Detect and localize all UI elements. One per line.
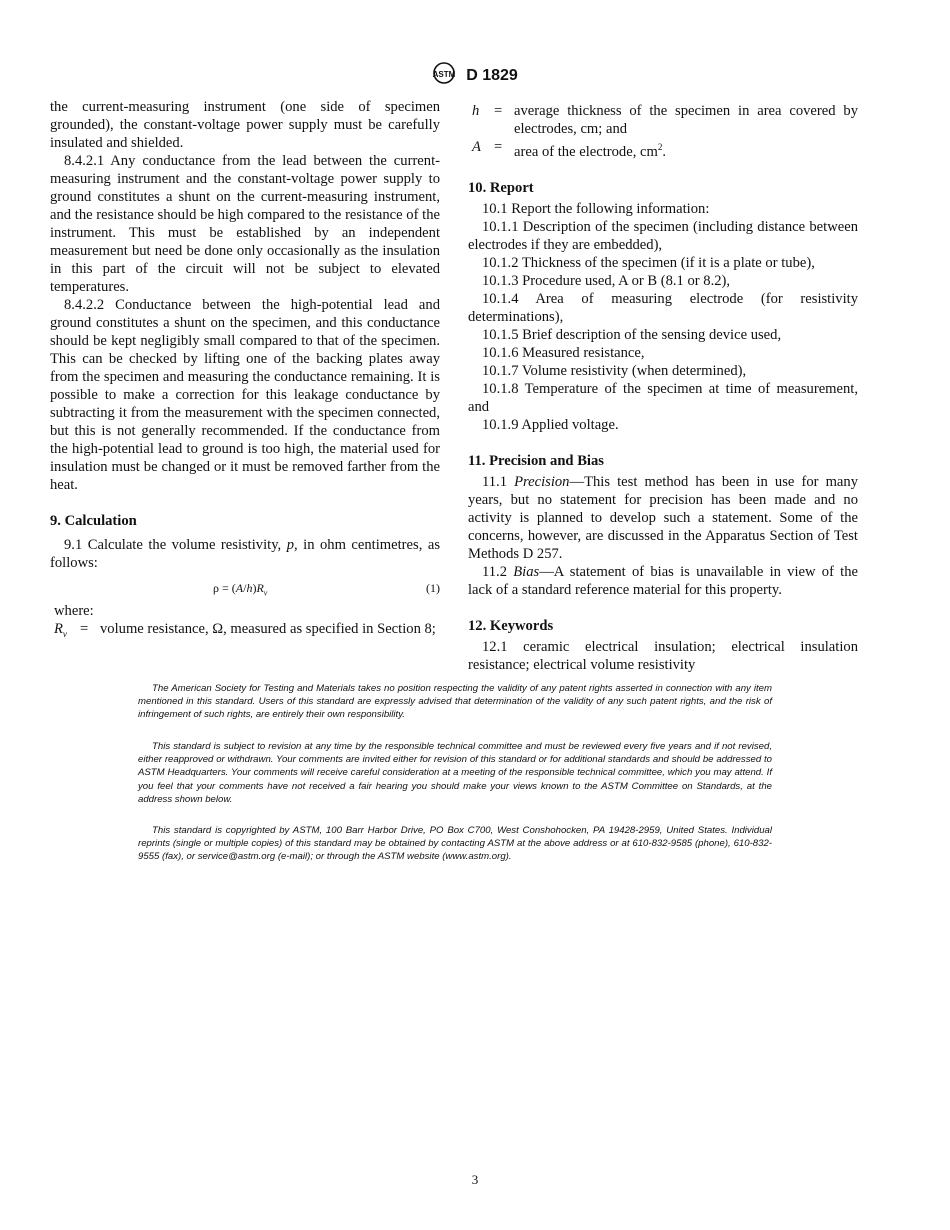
def-h-equals: = <box>494 103 503 119</box>
p111-num: 11.1 <box>482 473 515 490</box>
def-rv-equals: = <box>80 621 89 637</box>
astm-logo <box>432 62 456 89</box>
def-rv-symbol <box>54 620 80 643</box>
eq-sub: v <box>263 588 268 598</box>
paragraph-8-4-2-2: 8.4.2.2 Conductance between the high-potential lead and ground constitutes a shunt on the specimen, and this conductance should be kept negligibly small compared to that of the specimen. This can be checked by lifting one of the backing plates away from the specimen and measuring the conductance remaining. It is possible to make a correction for this leakage conductance by subtracting it from the measurement with the specimen connected, but this is not generally recommended. If the conductance from the high-potential lead to ground is too high, the material used for insulation must be changed or it must be removed farther from the heat. <box>50 297 440 493</box>
section-11-heading: 11. Precision and Bias <box>468 452 604 469</box>
equation-formula <box>213 579 267 602</box>
footer-note-copyright: This standard is copyrighted by ASTM, 100 Barr Harbor Drive, PO Box C700, West Conshohocken, PA 19428-2959, United States. Individual reprints (single or multiple copies) of this standard may be obtained by contacting ASTM at the above address or at 610-832-9585 (phone), 610-832-9555 (fax), or service@astm.org (e-mail); or through the ASTM website (www.astm.org). <box>138 825 772 863</box>
eq-h: h <box>246 581 253 595</box>
report-item: 10.1.1 Description of the specimen (including distance between electrodes if they are embedded), <box>468 218 858 253</box>
paragraph-9-1 <box>50 536 440 572</box>
p111-term: Precision <box>514 473 570 490</box>
def-a-text-a: area of the electrode, cm <box>514 143 658 160</box>
report-item: 10.1.3 Procedure used, A or B (8.1 or 8.2), <box>482 272 731 289</box>
def-a-sup: 2 <box>657 142 663 152</box>
paragraph-8-4-2-1: 8.4.2.1 Any conductance from the lead between the current-measuring instrument and the constant-voltage power supply to ground constitutes a shunt on the current-measuring instrument, and the resistance should be high compared to the resistance of the instrument. This must be established by an independent measurement but need be done only occasionally as the insulation in this part of the circuit will not be subject to elevated temperatures. <box>50 153 440 295</box>
eq-a: A <box>235 581 244 595</box>
equation-number: (1) <box>426 581 440 595</box>
paragraph-11-2 <box>468 563 858 599</box>
logo-text: ASTM <box>432 70 456 79</box>
equation-1 <box>50 576 440 596</box>
report-item: 10.1.6 Measured resistance, <box>482 344 645 361</box>
definition-rv <box>54 620 440 643</box>
eq-close: ) <box>252 581 257 595</box>
paragraph-12-1: 12.1 ceramic electrical insulation; electrical insulation resistance; electrical volume resistivity <box>468 638 858 673</box>
def-a-symbol: A <box>472 139 481 155</box>
def-h-symbol: h <box>472 103 480 119</box>
eq-lhs: ρ = ( <box>213 581 236 595</box>
report-item: 10.1.5 Brief description of the sensing device used, <box>482 326 782 343</box>
def-a-equals: = <box>494 139 503 155</box>
right-column <box>468 102 858 674</box>
standard-designation: D 1829 <box>466 66 518 84</box>
def-rv-text: volume resistance, Ω, measured as specified in Section 8; <box>100 621 436 637</box>
footer-note-patent: The American Society for Testing and Materials takes no position respecting the validity of any patent rights asserted in connection with any item mentioned in this standard. Users of this standard are expressly advised that determination of the validity of any such patent rights, and the risk of infringement of such rights, are entirely their own responsibility. <box>138 683 772 721</box>
p112-num: 11.2 <box>482 563 514 580</box>
section-9-heading: 9. Calculation <box>50 513 137 529</box>
section-10-heading: 10. Report <box>468 179 534 196</box>
page-header <box>0 62 950 89</box>
report-item: 10.1.4 Area of measuring electrode (for resistivity determinations), <box>468 290 858 325</box>
definition-a <box>468 138 858 161</box>
p112-text: —A statement of bias is unavailable in view of the lack of a standard reference material for this property. <box>468 563 858 598</box>
where-label: where: <box>54 603 94 619</box>
footer-note-revision: This standard is subject to revision at any time by the responsible technical committee and must be reviewed every five years and if not revised, either reapproved or withdrawn. Your comments are invited either for revision of this standard or for additional standards and should be addressed to ASTM Headquarters. Your comments will receive careful consideration at a meeting of the responsible technical committee, which you may attend. If you feel that your comments have not received a fair hearing you should make your views known to the ASTM Committee on Standards, at the address shown below. <box>138 741 772 805</box>
def-rv-sub: v <box>62 628 67 639</box>
paragraph-11-1 <box>468 473 858 563</box>
eq-r: R <box>256 581 264 595</box>
definition-h <box>468 102 858 138</box>
paragraph-continuation: the current-measuring instrument (one side of specimen grounded), the constant-voltage power supply must be carefully insulated and shielded. <box>50 99 440 151</box>
report-item: 10.1.7 Volume resistivity (when determined), <box>482 362 747 379</box>
section-12-heading: 12. Keywords <box>468 617 554 634</box>
report-item: 10.1.9 Applied voltage. <box>482 416 619 433</box>
report-item: 10.1 Report the following information: <box>482 200 710 217</box>
p91-variable: p <box>286 537 294 553</box>
p91-text-a: 9.1 Calculate the volume resistivity, <box>64 537 287 553</box>
report-item: 10.1.2 Thickness of the specimen (if it is a plate or tube), <box>482 254 815 271</box>
page-number: 3 <box>471 1172 479 1187</box>
def-a-text-b: . <box>662 143 666 160</box>
p112-term: Bias <box>513 563 540 580</box>
def-h-text: average thickness of the specimen in area covered by electrodes, cm; and <box>514 103 858 137</box>
eq-slash: / <box>243 581 247 595</box>
report-item: 10.1.8 Temperature of the specimen at time of measurement, and <box>468 380 858 415</box>
p91-text-b: , in ohm centimetres, as follows: <box>50 537 440 571</box>
def-rv-sym: R <box>54 621 63 637</box>
def-a-text <box>514 138 858 161</box>
p111-text: —This test method has been in use for many years, but no statement for precision has been made and no activity is planned to develop such a statement. Some of the concerns, however, are discussed in the Apparatus Section of Test Methods D 257. <box>468 473 858 562</box>
left-column <box>50 98 440 643</box>
